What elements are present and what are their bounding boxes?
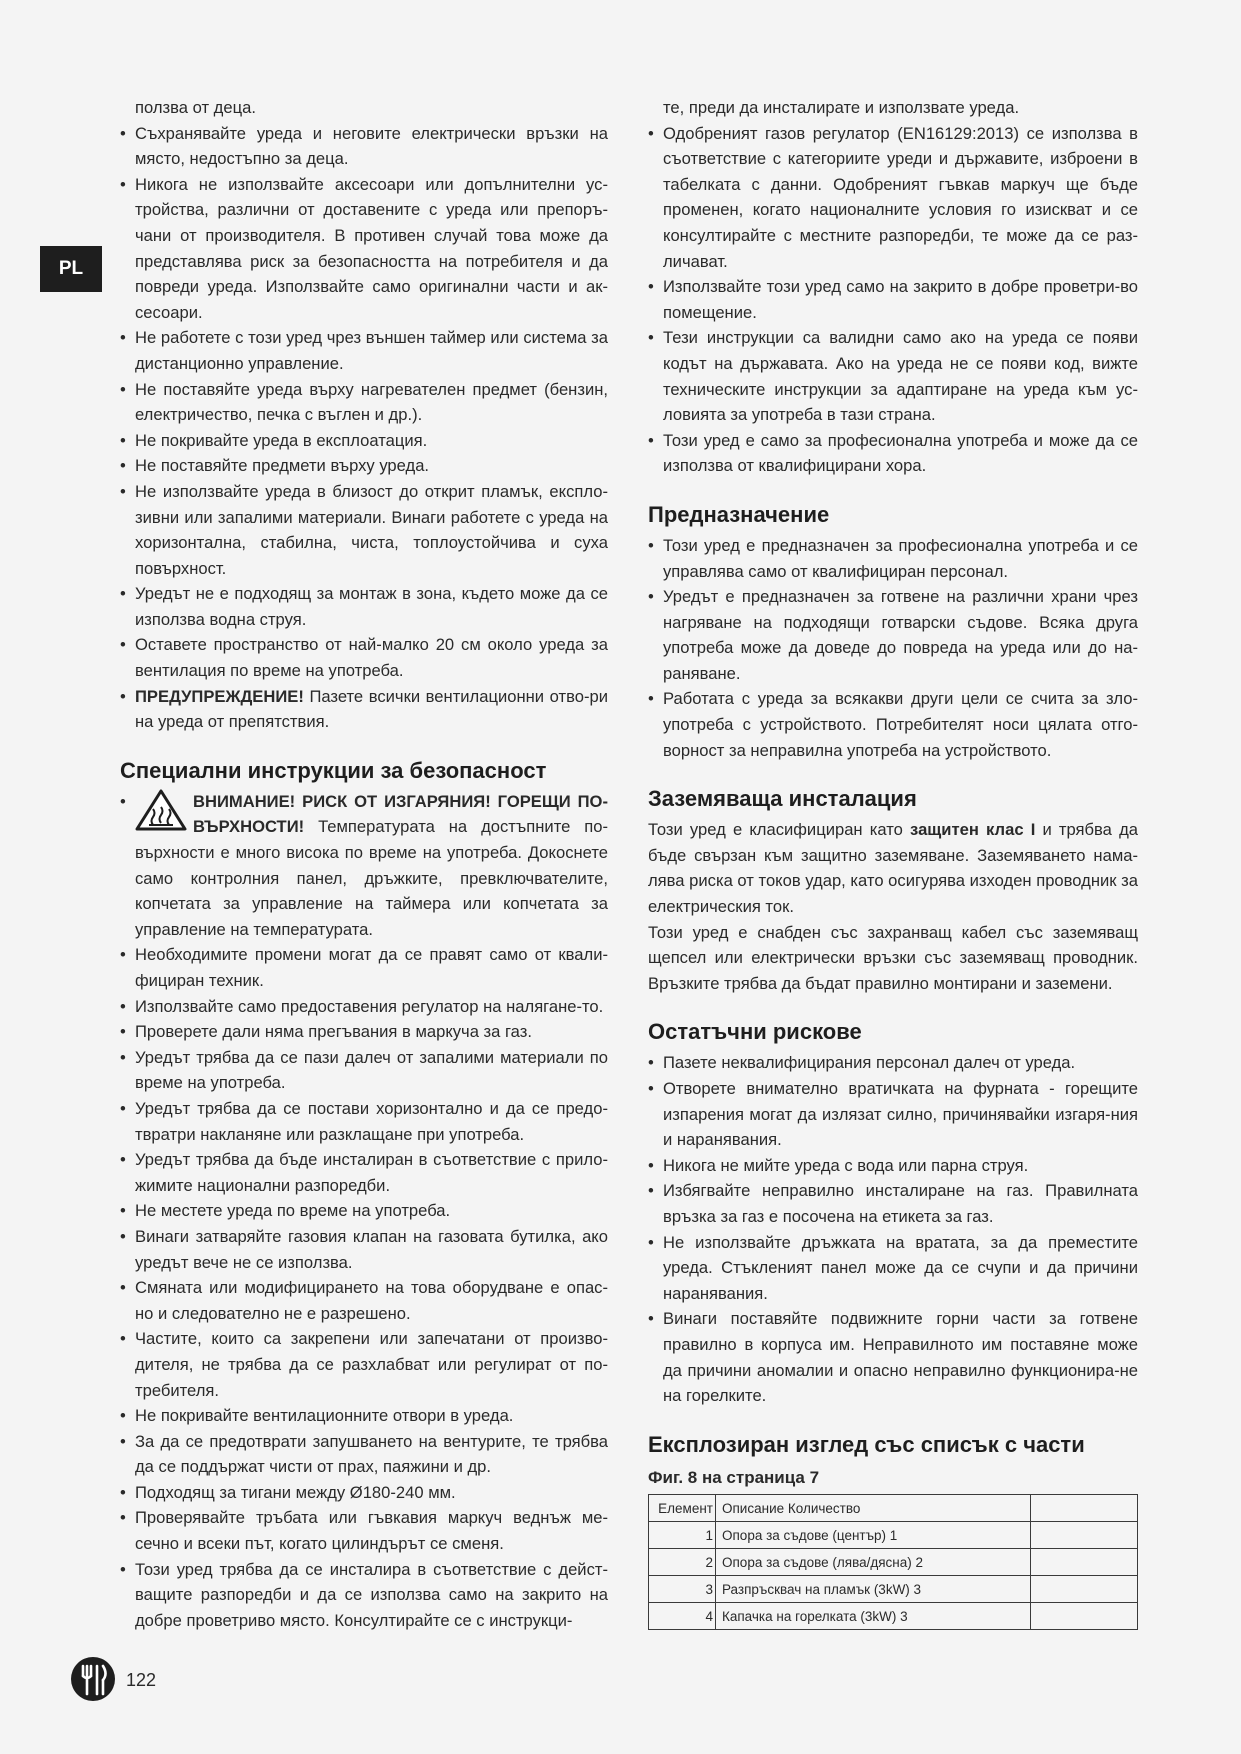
heading-purpose: Предназначение [648,501,830,527]
right-column [648,95,1138,1630]
figure-reference: Фиг. 8 на страница 7 [648,1467,820,1487]
list-item: • Частите, които са закрепени или запечатани от произво-дителя, не трябва да се разхлабват или регулират от по-требителя. [120,1326,608,1403]
list-item: • Не покривайте вентилационните отвори в уреда. [120,1403,608,1429]
left-column [120,95,608,1633]
continuation-text: те, преди да инсталирате и използвате уреда. [663,98,1020,117]
table-row [649,1603,1138,1630]
list-item: • Проверете дали няма прегъвания в маркуча за газ. [120,1019,608,1045]
list-item: • Работата с уреда за всякакви други цели се счита за зло-употреба с устройството. Потребителят носи цялата отго-ворност за неправилна употреба на устройството. [648,686,1138,763]
list-item: • Не поставяйте предмети върху уреда. [120,453,608,479]
table-header-cell [1031,1495,1138,1522]
table-cell: 2 [649,1549,716,1576]
text-span: Този уред е класифициран като [648,820,911,840]
safety-list [120,121,608,735]
residual-risks-list [648,1050,1138,1408]
page-number: 122 [126,1670,157,1690]
list-item: • Уредът трябва да се пази далеч от запалими материали по време на употреба. [120,1045,608,1096]
table-cell [1031,1549,1138,1576]
language-tab: PL [40,246,102,292]
cutlery-icon [70,1656,116,1702]
list-item: • Уредът не е подходящ за монтаж в зона, където може да се използва водна струя. [120,581,608,632]
list-item: • Проверявайте тръбата или гъвкавия маркуч веднъж ме-сечно и всеки път, когато цилиндърът се сменя. [120,1505,608,1556]
list-item: • Отворете внимателно вратичката на фурната - горещите изпарения могат да излязат силно, причинявайки изгаря-ния и наранявания. [648,1076,1138,1153]
list-item: • За да се предотврати запушването на вентурите, те трябва да се поддържат чисти от прах, паяжини и др. [120,1429,608,1480]
list-item: • Винаги поставяйте подвижните горни части за готвене правилно в корпуса им. Неправилното им поставяне може да причини аномалии и опасно неправилно функционира-не на горелките. [648,1306,1138,1408]
table-cell: Капачка на горелката (3kW) 3 [716,1603,1031,1630]
table-row [649,1549,1138,1576]
protection-class: защитен клас I [910,820,1036,840]
list-item: • Смяната или модифицирането на това оборудване е опас-но и следователно не е разрешено. [120,1275,608,1326]
warning-text: Пазете всички вентилационни отво-ри на уреда от препятствия. [135,686,608,732]
grounding-paragraph-1 [648,817,1138,919]
list-item: • Използвайте този уред само на закрито в добре проветри-во помещение. [648,274,1138,325]
heading-safety: Специални инструкции за безопасност [120,757,547,783]
list-item: • Не поставяйте уреда върху нагревателен предмет (бензин, електричество, печка с въглен и др.). [120,377,608,428]
caution-text: Температурата на достъпните по-върхности е много висока по време на употреба. Докоснете само контролния панел, дръжките, превключвателите, копчетата за управление на таймера или копчетата за управление на температурата. [135,817,608,939]
purpose-list [648,533,1138,763]
table-cell [1031,1603,1138,1630]
parts-table [648,1494,1138,1630]
list-item: • Пазете неквалифицирания персонал далеч от уреда. [648,1050,1138,1076]
caution-item [120,789,608,943]
hot-surface-warning-icon [135,789,187,831]
list-item: • Уредът е предназначен за готвене на различни храни чрез нагряване на подходящи готварски съдове. Всяка друга употреба може да доведе до повреда на уреда или до на-раняване. [648,584,1138,686]
safety-list-continued [648,121,1138,479]
list-item: • Не покривайте уреда в експлоатация. [120,428,608,454]
list-item: • Подходящ за тигани между Ø180-240 мм. [120,1480,608,1506]
table-cell: 4 [649,1603,716,1630]
heading-exploded-view: Експлозиран изглед със списък с части [648,1431,1085,1457]
heading-grounding: Заземяваща инсталация [648,786,917,812]
list-item: • Този уред е предназначен за професионална употреба и се управлява само от квалифициран персонал. [648,533,1138,584]
table-header-cell: Елемент [649,1495,716,1522]
table-cell [1031,1522,1138,1549]
table-cell: 1 [649,1522,716,1549]
table-row [649,1522,1138,1549]
list-item: • Не работете с този уред чрез външен таймер или система за дистанционно управление. [120,325,608,376]
caution-label: ВНИМАНИЕ! РИСК ОТ ИЗГАРЯНИЯ! ГОРЕЩИ ПО-ВЪРХНОСТИ! [193,791,608,837]
table-header-cell: Описание Количество [716,1495,1031,1522]
table-header-row [649,1495,1138,1522]
list-item: • Никога не използвайте аксесоари или допълнителни ус-тройства, различни от доставените с уреда или препоръ-чани от производителя. В противен случай това може да представлява риск за безопасността на потребителя и да повреди уреда. Използвайте само оригинални части и ак-сесоари. [120,172,608,326]
table-cell [1031,1576,1138,1603]
list-item: • Съхранявайте уреда и неговите електрически връзки на място, недостъпно за деца. [120,121,608,172]
list-item: • Необходимите промени могат да се правят само от квали-фициран техник. [120,942,608,993]
list-item: • Тези инструкции са валидни само ако на уреда се появи кодът на държавата. Ако на уреда не се появи код, вижте техническите инструкции за адаптиране на уреда към ус-ловията за употреба в тази страна. [648,325,1138,427]
grounding-paragraph-2: Този уред е снабден със захранващ кабел със заземяващ щепсел или електрически връзки със заземяващ проводник. Връзките трябва да бъдат правилно монтирани и заземени. [648,922,1138,993]
list-item: • Избягвайте неправилно инсталиране на газ. Правилната връзка за газ е посочена на етикета за газ. [648,1178,1138,1229]
list-item: • Уредът трябва да се постави хоризонтално и да се предо-твратри накланяне или разклащане при употреба. [120,1096,608,1147]
special-safety-list [120,789,608,1634]
table-cell: Опора за съдове (лява/дясна) 2 [716,1549,1031,1576]
list-item: • Този уред трябва да се инсталира в съответствие с дейст-ващите разпоредби и да се използва само на закрито на добре проветриво място. Консултирайте се с инструкци- [120,1557,608,1634]
list-item: • Не използвайте уреда в близост до открит пламък, експло-зивни или запалими материали. Винаги работете с уреда на хоризонтална, стабилна, чиста, топлоустойчива и суха повърхност. [120,479,608,581]
list-item: • Одобреният газов регулатор (EN16129:2013) се използва в съответствие с категориите уреди и държавите, изброени в табелката с данни. Одобреният гъвкав маркуч ще бъде променен, когато националните условия го изискват и се консултирайте с местните разпоредби, те може да се раз-личават. [648,121,1138,275]
heading-residual-risks: Остатъчни рискове [648,1019,862,1045]
list-item: • Не местете уреда по време на употреба. [120,1198,608,1224]
list-item: • Не използвайте дръжката на вратата, за да преместите уреда. Стъкленият панел може да се счупи и да причини наранявания. [648,1230,1138,1307]
list-item: • Никога не мийте уреда с вода или парна струя. [648,1153,1138,1179]
warning-label: ПРЕДУПРЕЖДЕНИЕ! [135,686,304,706]
list-item: • Уредът трябва да бъде инсталиран в съответствие с прило-жимите национални разпоредби. [120,1147,608,1198]
warning-item [120,684,608,735]
list-item: • Оставете пространство от най-малко 20 см около уреда за вентилация по време на употреба. [120,632,608,683]
table-cell: 3 [649,1576,716,1603]
list-item: • Използвайте само предоставения регулатор на налягане-то. [120,994,608,1020]
continuation-text: ползва от деца. [135,98,256,117]
table-cell: Разпръсквач на пламък (3kW) 3 [716,1576,1031,1603]
text-span: и трябва да бъде свързан към защитно заземяване. Заземяването нама-лява риска от токов удар, като осигурява изходен проводник за електрическия ток. [648,820,1138,917]
list-item: • Винаги затваряйте газовия клапан на газовата бутилка, ако уредът вече не се използва. [120,1224,608,1275]
list-item: • Този уред е само за професионална употреба и може да се използва от квалифицирани хора. [648,428,1138,479]
table-cell: Опора за съдове (център) 1 [716,1522,1031,1549]
table-row [649,1576,1138,1603]
